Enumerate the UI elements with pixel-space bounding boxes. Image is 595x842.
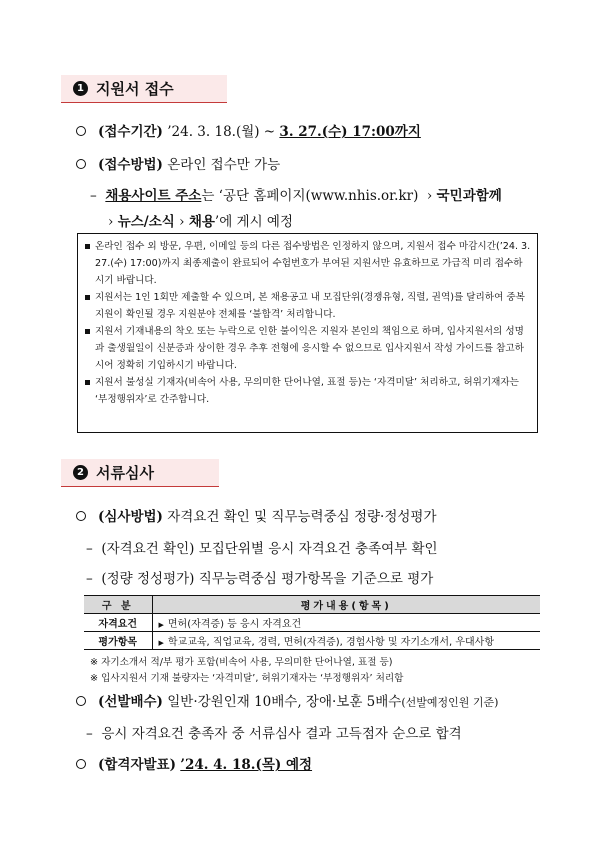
application-period: (접수기간) ’24. 3. 18.(월) ~ 3. 27.(수) 17:00까지 [76,120,421,140]
arrow-right-icon: › [108,214,114,230]
remark-1: ※ 자기소개서 적/부 평가 포함(비속어 사용, 무의미한 단어나열, 표절 등) [90,657,393,668]
application-notes-box [77,233,538,433]
section-1-heading [61,75,227,103]
application-method: (접수방법) 온라인 접수만 가능 [76,153,280,173]
remark-2: ※ 입사지원서 기재 불량자는 ‘자격미달’, 허위기재자는 ‘부정행위자’ 처리함 [90,673,404,684]
circle-bullet-icon [76,759,86,769]
screening-sub-1: – (자격요건 확인) 모집단위별 응시 자격요건 충족여부 확인 [86,541,438,557]
note-item: 온라인 접수 외 방문, 우편, 이메일 등의 다른 접수방법은 인정하지 않으며, 지원서 접수 마감시간(’24. 3. 27.(수) 17:00)까지 최종제출이 완료되어 수험번호가 부여된 지원서만 유효하므로 가급적 미리 접수하시기 바랍니다. [84,238,531,289]
circle-bullet-icon [76,126,86,136]
circle-bullet-icon [76,159,86,169]
arrow-right-icon: › [422,188,433,204]
recruit-site-line-1: – 채용사이트 주소는 ‘공단 홈페이지(www.nhis.or.kr) › 국민과함께 [90,188,502,204]
circle-bullet-icon [76,511,86,521]
screening-method: (심사방법) 자격요건 확인 및 직무능력중심 정량·정성평가 [76,505,437,525]
section-2-heading [61,459,219,487]
triangle-bullet-icon: ▶ [158,621,164,629]
screening-sub-2: – (정량 정성평가) 직무능력중심 평가항목을 기준으로 평가 [86,571,434,587]
evaluation-table [84,595,540,650]
table-row: 자격요건 ▶ 면허(자격증) 등 응시 자격요건 [84,614,540,632]
note-item: 지원서는 1인 1회만 제출할 수 있으며, 본 채용공고 내 모집단위(경쟁유형, 직렬, 권역)를 달리하여 중복지원이 확인될 경우 지원분야 전체를 ‘불합격’ 처리합니다. [84,289,531,323]
section-number-badge: 2 [73,465,88,480]
note-item: 지원서 기재내용의 착오 또는 누락으로 인한 불이익은 지원자 본인의 책임으로 하며, 입사지원서의 성명과 출생월일이 신분증과 상이한 경우 추후 전형에 응시할 수 없으므로 입사지원서 작성 가이드를 참고하시어 정확히 기입하시기 바랍니다. [84,323,531,374]
triangle-bullet-icon: ▶ [158,639,164,647]
section-title: 지원서 접수 [96,80,174,98]
note-item: 지원서 불성실 기재자(비속어 사용, 무의미한 단어나열, 표절 등)는 ‘자격미달’ 처리하고, 허위기재자는 ‘부정행위자’로 간주합니다. [84,374,531,408]
selection-ratio-sub: – 응시 자격요건 충족자 중 서류심사 결과 고득점자 순으로 합격 [86,726,462,742]
section-title: 서류심사 [96,464,154,482]
table-header: 평가내용(항목) [152,596,540,614]
selection-ratio: (선발배수) 일반·강원인재 10배수, 장애·보훈 5배수(선발예정인원 기준) [76,690,498,710]
circle-bullet-icon [76,696,86,706]
recruit-site-line-2: › 뉴스/소식 › 채용’에 게시 예정 [108,214,293,230]
section-number-badge: 1 [73,81,88,96]
result-announcement: (합격자발표) ’24. 4. 18.(목) 예정 [76,753,312,773]
table-row: 평가항목 ▶ 학교교육, 직업교육, 경력, 면허(자격증), 경험사항 및 자기소개서, 우대사항 [84,632,540,650]
table-header: 구 분 [84,596,152,614]
arrow-right-icon: › [179,214,185,230]
